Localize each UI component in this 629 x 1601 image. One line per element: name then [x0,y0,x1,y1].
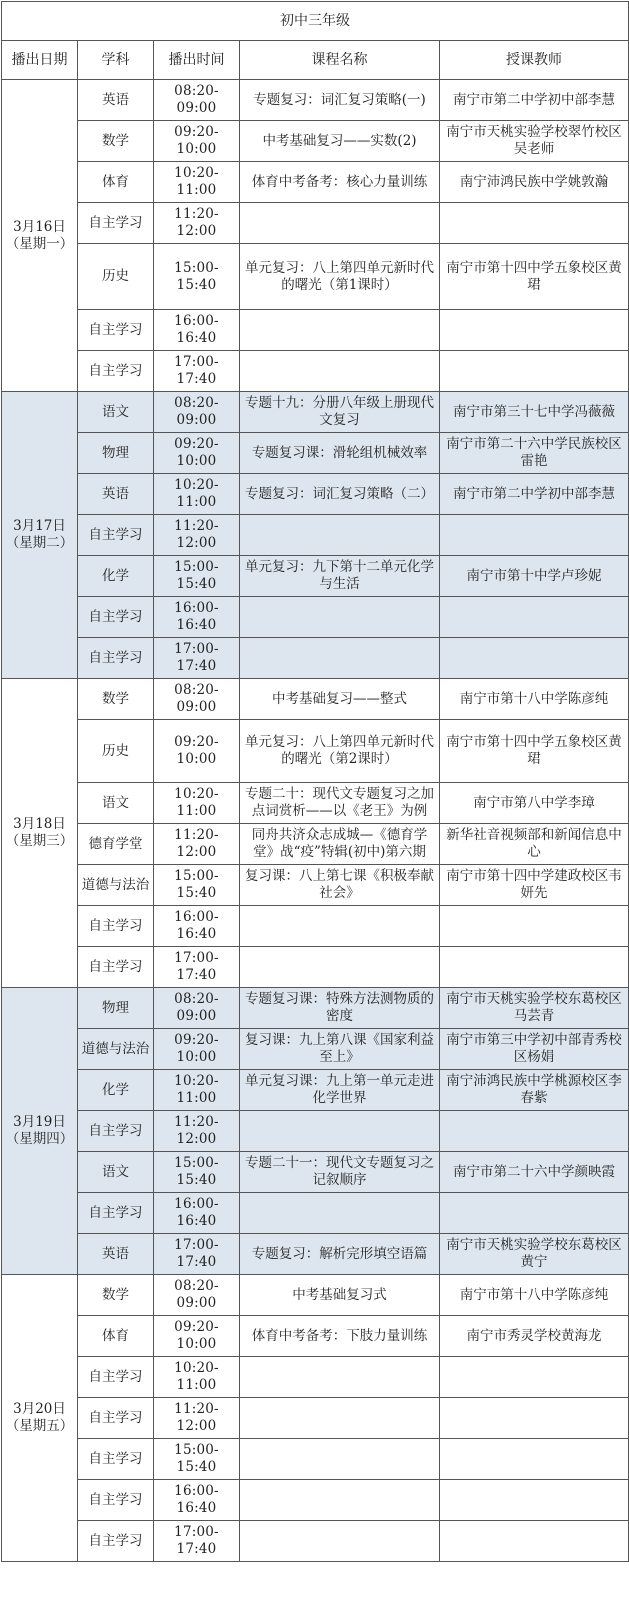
time-cell: 11:20-12:00 [154,515,240,556]
table-row [2,906,629,947]
course-name-cell: 专题复习：词汇复习策略（二） [240,474,440,515]
header-subject: 学科 [78,41,154,80]
time-cell: 17:00-17:40 [154,1521,240,1562]
teacher-cell: 南宁市第十八中学陈彦纯 [440,679,629,720]
weekday-label: （星期五） [5,1418,74,1434]
teacher-cell [440,597,629,638]
table-row [2,1029,629,1070]
course-name-cell: 中考基础复习式 [240,1275,440,1316]
teacher-cell [440,203,629,244]
time-cell: 10:20-11:00 [154,783,240,824]
header-time: 播出时间 [154,41,240,80]
broadcast-date-cell [2,392,78,679]
broadcast-date-cell [2,679,78,988]
course-name-cell: 复习课：八上第七课《积极奉献社会》 [240,865,440,906]
table-row [2,1234,629,1275]
teacher-cell: 南宁市第八中学李璋 [440,783,629,824]
time-cell: 09:20-10:00 [154,1316,240,1357]
course-name-cell [240,1521,440,1562]
subject-cell: 历史 [78,244,154,310]
table-row [2,162,629,203]
header-row [2,41,629,80]
course-name-cell [240,906,440,947]
table-row [2,433,629,474]
date-label: 3月17日 [13,518,66,534]
table-row [2,310,629,351]
course-name-cell [240,1357,440,1398]
weekday-label: （星期一） [5,235,74,252]
header-date: 播出日期 [2,41,78,80]
time-cell: 17:00-17:40 [154,947,240,988]
subject-cell: 自主学习 [78,597,154,638]
teacher-cell: 南宁市天桃实验学校翠竹校区吴老师 [440,121,629,162]
course-name-cell [240,1480,440,1521]
subject-cell: 自主学习 [78,351,154,392]
course-name-cell: 体育中考备考：下肢力量训练 [240,1316,440,1357]
subject-cell: 自主学习 [78,1357,154,1398]
teacher-cell: 南宁市第三十七中学冯薇薇 [440,392,629,433]
table-row [2,947,629,988]
subject-cell: 体育 [78,1316,154,1357]
subject-cell: 自主学习 [78,1480,154,1521]
table-row [2,1521,629,1562]
table-row [2,720,629,783]
date-label: 3月16日 [13,218,66,235]
time-cell: 08:20-09:00 [154,80,240,121]
subject-cell: 语文 [78,392,154,433]
subject-cell: 自主学习 [78,1193,154,1234]
table-row [2,80,629,121]
teacher-cell [440,906,629,947]
teacher-cell [440,1357,629,1398]
time-cell: 15:00-15:40 [154,244,240,310]
course-name-cell: 专题复习：解析完形填空语篇 [240,1234,440,1275]
time-cell: 16:00-16:40 [154,310,240,351]
teacher-cell [440,515,629,556]
weekday-label: （星期四） [5,1131,74,1147]
subject-cell: 道德与法治 [78,1029,154,1070]
schedule-table [1,1,629,1562]
course-name-cell [240,310,440,351]
table-row [2,392,629,433]
teacher-cell [440,638,629,679]
course-name-cell [240,597,440,638]
teacher-cell: 南宁市第十四中学建政校区韦妍先 [440,865,629,906]
teacher-cell [440,1521,629,1562]
course-name-cell [240,638,440,679]
table-row [2,1275,629,1316]
time-cell: 08:20-09:00 [154,392,240,433]
table-row [2,988,629,1029]
course-name-cell: 专题复习课：特殊方法测物质的密度 [240,988,440,1029]
teacher-cell: 南宁市第二十六中学颜映霞 [440,1152,629,1193]
schedule-body [2,80,629,1562]
teacher-cell [440,1111,629,1152]
teacher-cell: 南宁市第二中学初中部李慧 [440,80,629,121]
time-cell: 09:20-10:00 [154,720,240,783]
subject-cell: 物理 [78,988,154,1029]
subject-cell: 自主学习 [78,1439,154,1480]
course-name-cell: 复习课：九上第八课《国家利益至上》 [240,1029,440,1070]
course-name-cell: 单元复习：八上第四单元新时代的曙光（第1课时） [240,244,440,310]
subject-cell: 自主学习 [78,203,154,244]
subject-cell: 自主学习 [78,906,154,947]
time-cell: 09:20-10:00 [154,433,240,474]
table-row [2,351,629,392]
teacher-cell [440,947,629,988]
subject-cell: 数学 [78,1275,154,1316]
broadcast-date-cell [2,988,78,1275]
time-cell: 16:00-16:40 [154,906,240,947]
table-row [2,203,629,244]
table-row [2,1070,629,1111]
subject-cell: 自主学习 [78,947,154,988]
table-row [2,474,629,515]
course-name-cell: 专题二十：现代文专题复习之加点词赏析——以《老王》为例 [240,783,440,824]
course-name-cell [240,515,440,556]
subject-cell: 语文 [78,783,154,824]
table-row [2,1152,629,1193]
subject-cell: 数学 [78,679,154,720]
table-row [2,638,629,679]
weekday-label: （星期二） [5,535,74,551]
subject-cell: 自主学习 [78,310,154,351]
table-row [2,1398,629,1439]
teacher-cell [440,1193,629,1234]
time-cell: 16:00-16:40 [154,1193,240,1234]
subject-cell: 化学 [78,1070,154,1111]
table-row [2,121,629,162]
time-cell: 15:00-15:40 [154,1439,240,1480]
teacher-cell: 南宁市天桃实验学校东葛校区马芸青 [440,988,629,1029]
course-name-cell: 体育中考备考：核心力量训练 [240,162,440,203]
time-cell: 16:00-16:40 [154,597,240,638]
time-cell: 15:00-15:40 [154,865,240,906]
subject-cell: 英语 [78,1234,154,1275]
course-name-cell [240,1111,440,1152]
date-label: 3月20日 [13,1401,66,1417]
time-cell: 10:20-11:00 [154,1357,240,1398]
time-cell: 17:00-17:40 [154,638,240,679]
course-name-cell [240,947,440,988]
course-name-cell [240,1193,440,1234]
subject-cell: 德育学堂 [78,824,154,865]
course-name-cell [240,1398,440,1439]
subject-cell: 物理 [78,433,154,474]
table-row [2,1193,629,1234]
subject-cell: 自主学习 [78,1398,154,1439]
time-cell: 17:00-17:40 [154,1234,240,1275]
time-cell: 16:00-16:40 [154,1480,240,1521]
teacher-cell [440,1398,629,1439]
time-cell: 09:20-10:00 [154,1029,240,1070]
subject-cell: 自主学习 [78,1521,154,1562]
table-row [2,244,629,310]
table-row [2,865,629,906]
teacher-cell: 南宁市第三中学初中部青秀校区杨娟 [440,1029,629,1070]
course-name-cell [240,1439,440,1480]
time-cell: 09:20-10:00 [154,121,240,162]
teacher-cell: 南宁市第十四中学五象校区黄珺 [440,720,629,783]
weekday-label: （星期三） [5,833,74,849]
course-name-cell: 中考基础复习——整式 [240,679,440,720]
table-row [2,556,629,597]
teacher-cell: 南宁沛鸿民族中学姚敦瀚 [440,162,629,203]
subject-cell: 化学 [78,556,154,597]
time-cell: 10:20-11:00 [154,162,240,203]
course-name-cell: 专题复习：词汇复习策略(一) [240,80,440,121]
teacher-cell: 南宁沛鸿民族中学桃源校区李春紫 [440,1070,629,1111]
subject-cell: 自主学习 [78,1111,154,1152]
subject-cell: 英语 [78,80,154,121]
time-cell: 17:00-17:40 [154,351,240,392]
subject-cell: 语文 [78,1152,154,1193]
teacher-cell: 南宁市第二中学初中部李慧 [440,474,629,515]
time-cell: 08:20-09:00 [154,1275,240,1316]
course-name-cell: 同舟共济众志成城—《德育学堂》战“疫”特辑(初中)第六期 [240,824,440,865]
table-row [2,1439,629,1480]
course-name-cell [240,351,440,392]
teacher-cell [440,1439,629,1480]
table-row [2,1111,629,1152]
teacher-cell: 南宁市秀灵学校黄海龙 [440,1316,629,1357]
teacher-cell: 南宁市天桃实验学校东葛校区黄宁 [440,1234,629,1275]
table-row [2,679,629,720]
table-title: 初中三年级 [2,2,629,41]
teacher-cell [440,310,629,351]
course-name-cell: 单元复习：九下第十二单元化学与生活 [240,556,440,597]
table-row [2,1480,629,1521]
teacher-cell: 南宁市第十八中学陈彦纯 [440,1275,629,1316]
subject-cell: 历史 [78,720,154,783]
time-cell: 15:00-15:40 [154,556,240,597]
subject-cell: 体育 [78,162,154,203]
broadcast-date-cell [2,1275,78,1562]
broadcast-date-cell [2,80,78,392]
teacher-cell: 南宁市第二十六中学民族校区雷艳 [440,433,629,474]
subject-cell: 数学 [78,121,154,162]
time-cell: 15:00-15:40 [154,1152,240,1193]
course-name-cell: 中考基础复习——实数(2) [240,121,440,162]
course-name-cell: 单元复习：八上第四单元新时代的曙光（第2课时） [240,720,440,783]
subject-cell: 道德与法治 [78,865,154,906]
time-cell: 11:20-12:00 [154,203,240,244]
teacher-cell: 南宁市第十四中学五象校区黄珺 [440,244,629,310]
table-row [2,515,629,556]
time-cell: 11:20-12:00 [154,1398,240,1439]
subject-cell: 自主学习 [78,515,154,556]
time-cell: 11:20-12:00 [154,1111,240,1152]
header-teacher: 授课教师 [440,41,629,80]
course-name-cell: 单元复习课：九上第一单元走进化学世界 [240,1070,440,1111]
teacher-cell [440,351,629,392]
table-row [2,783,629,824]
time-cell: 11:20-12:00 [154,824,240,865]
table-row [2,1357,629,1398]
teacher-cell: 新华社音视频部和新闻信息中心 [440,824,629,865]
table-row [2,1316,629,1357]
table-row [2,824,629,865]
table-row [2,597,629,638]
course-name-cell: 专题二十一：现代文专题复习之记叙顺序 [240,1152,440,1193]
course-name-cell: 专题复习课：滑轮组机械效率 [240,433,440,474]
time-cell: 08:20-09:00 [154,679,240,720]
date-label: 3月18日 [13,816,66,832]
header-course: 课程名称 [240,41,440,80]
subject-cell: 英语 [78,474,154,515]
subject-cell: 自主学习 [78,638,154,679]
teacher-cell [440,1480,629,1521]
course-name-cell: 专题十九：分册八年级上册现代文复习 [240,392,440,433]
date-label: 3月19日 [13,1114,66,1130]
teacher-cell: 南宁市第十中学卢珍妮 [440,556,629,597]
time-cell: 10:20-11:00 [154,474,240,515]
course-name-cell [240,203,440,244]
time-cell: 08:20-09:00 [154,988,240,1029]
time-cell: 10:20-11:00 [154,1070,240,1111]
